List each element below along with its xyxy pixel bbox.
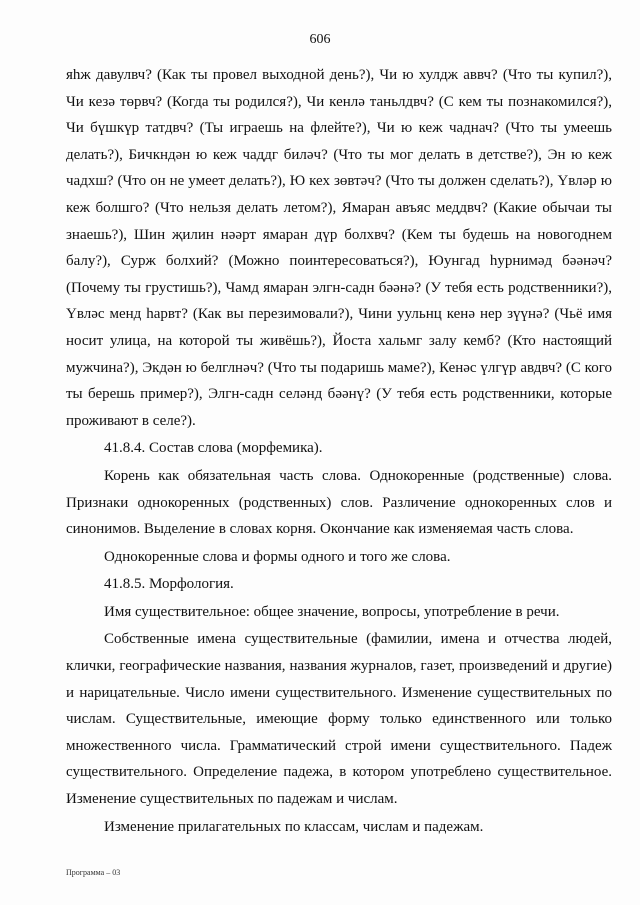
paragraph-questions: яhж давулвч? (Как ты провел выходной день?), Чи ю хулдж аввч? (Что ты купил?), Чи кезә төрвч? (Когда ты родился?), Чи кенлә таньлдвч? (С кем ты познакомился?), Чи бүшкүр татдвч? (Ты играешь на флейте?), Чи ю кеж чаднач? (Что ты умеешь делать?), Бичкндән ю кеж чаддг биләч? (Что ты мог делать в детстве?), Эн ю кеж чадхш? (Что он не умеет делать?), Ю кех зөвтәч? (Что ты должен сделать?), Үвләр ю кеж болшго? (Что нельзя делать летом?), Ямаран авъяс меддвч? (Какие обычаи ты знаешь?), Шин җилин нәәрт ямаран дүр болхвч? (Кем ты будешь на новогоднем балу?), Сурж болхий? (Можно поинтересоваться?), Юунгад һурнимәд бәәнәч? (Почему ты грустишь?), Чамд ямаран элгн-садн бәәнә? (У тебя есть родственники?), Үвләс менд һарвт? (Как вы перезимовали?), Чини уульнц кенә нер зүүнә? (Чьё имя носит улица, на которой ты живёшь?), Йоста хальмг залу кемб? (Кто настоящий мужчина?), Экдән ю белглнәч? (Что ты подаришь маме?), Кенәс үлгүр авдвч? (С кого ты берешь пример?), Элгн-садн селәнд бәәнү? (У тебя есть родственники, которые проживают в селе?). bbox=[66, 67, 612, 429]
paragraph-proper-nouns: Собственные имена существительные (фамилии, имена и отчества людей, клички, географические названия, названия журналов, газет, произведений и другие) и нарицательные. Число имени существительного. Изменение существительных по числам. Существительные, имеющие форму только единственного или только множественного числа. Грамматический строй имени существительного. Падеж существительного. Определение падежа, в котором употреблено существительное. Изменение существительных по падежам и числам. bbox=[66, 631, 612, 808]
section-heading-morphology: 41.8.5. Морфология. bbox=[104, 576, 234, 593]
section-heading-morphemics: 41.8.4. Состав слова (морфемика). bbox=[104, 440, 323, 457]
page-number: 606 bbox=[309, 32, 331, 47]
paragraph-noun: Имя существительное: общее значение, вопросы, употребление в речи. bbox=[104, 603, 560, 620]
paragraph-word-forms: Однокоренные слова и формы одного и того же слова. bbox=[104, 548, 451, 565]
paragraph-root: Корень как обязательная часть слова. Однокоренные (родственные) слова. Признаки однокоренных (родственных) слов. Различение однокоренных слов и синонимов. Выделение в словах корня. Окончание как изменяемая часть слова. bbox=[66, 467, 612, 538]
body-text bbox=[66, 62, 612, 840]
footer-label: Программа – 03 bbox=[66, 868, 121, 877]
paragraph-adjectives: Изменение прилагательных по классам, числам и падежам. bbox=[104, 818, 484, 835]
